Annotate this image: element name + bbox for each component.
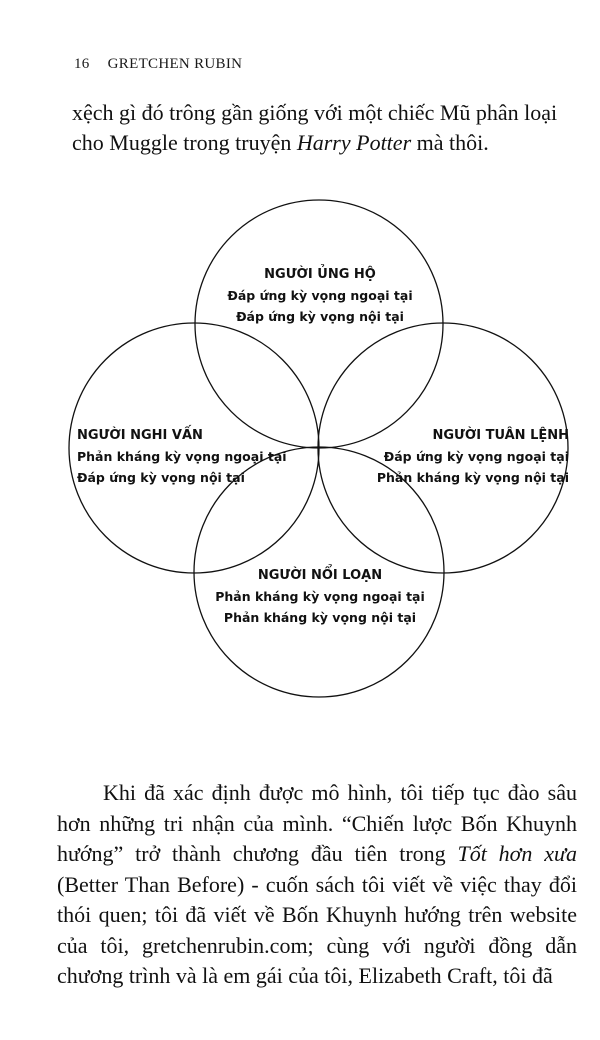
intro-text-before: xệch gì đó trông gần giống với một chiếc Mũ phân loại cho Muggle trong truyện [72,100,558,155]
label-title: NGƯỜI ỦNG HỘ [264,267,376,282]
body-text-part2: (Better Than Before) - cuốn sách tôi viết về việc thay đổi thói quen; tôi đã viết về Bốn Khuynh hướng trên website của tôi, gretchenrubin.com; cùng với người đồng dẫn chương trình và là em gái của tôi, Elizabeth Craft, tôi đã [57,871,577,988]
intro-italic-title: Harry Potter [296,130,412,155]
label-title: NGƯỜI NGHI VẤN [77,428,203,443]
label-line: Đáp ứng kỳ vọng nội tại [236,309,404,324]
label-line: Phản kháng kỳ vọng ngoại tại [77,449,287,464]
label-line: Đáp ứng kỳ vọng nội tại [77,470,245,485]
label-line: Phản kháng kỳ vọng nội tại [223,610,417,625]
body-paragraph [57,778,577,992]
label-questioner [77,425,287,488]
label-obliger [377,425,569,488]
label-title: NGƯỜI NỔI LOẠN [257,568,383,583]
intro-text-after: mà thôi. [411,130,489,155]
label-rebel [200,565,440,628]
page-number: 16 [74,56,90,72]
label-line: Phản kháng kỳ vọng nội tại [376,470,569,485]
label-line: Đáp ứng kỳ vọng ngoại tại [227,288,413,303]
running-title: GRETCHEN RUBIN [107,56,243,72]
body-text-part1: Khi đã xác định được mô hình, tôi tiếp tục đào sâu hơn những tri nhận của mình. “Chiến lược Bốn Khuynh hướng” trở thành chương đầu tiên trong [57,780,577,866]
label-line: Phản kháng kỳ vọng ngoại tại [215,589,425,604]
label-line: Đáp ứng kỳ vọng ngoại tại [383,449,569,464]
body-italic-title: Tốt hơn xưa [457,841,577,866]
label-title: NGƯỜI TUÂN LỆNH [432,428,569,443]
label-upholder [200,264,440,327]
